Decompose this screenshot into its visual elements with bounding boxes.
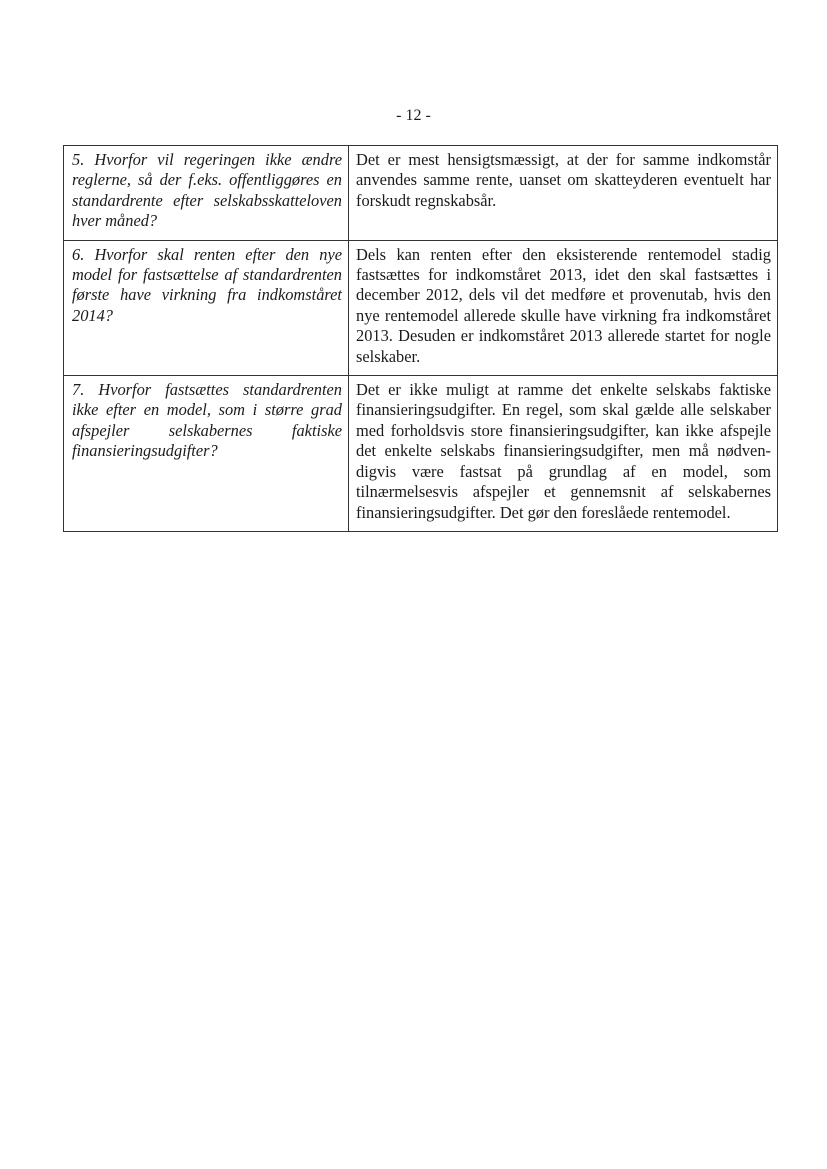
table-row <box>64 376 778 532</box>
table-row <box>64 146 778 241</box>
answer-cell <box>349 376 778 532</box>
question-number: 7. <box>72 380 85 400</box>
table-row <box>64 240 778 375</box>
answer-cell <box>349 240 778 375</box>
question-number: 6. <box>72 244 85 264</box>
qa-table <box>63 145 778 532</box>
question-cell <box>64 146 349 241</box>
answer-text: Dels kan renten efter den eksisterende rentemodel stadig fastsættes for indkomståret 2013, idet den skal fastsættes i december 2012, dels vil det medføre et provenutab, hvis den nye rentemodel allerede skulle have virkning fra indkomståret 2013. Desuden er indkomståret 2013 allerede startet for nogle selskaber. <box>356 244 771 366</box>
answer-cell <box>349 146 778 241</box>
question-cell <box>64 376 349 532</box>
question-text: Hvorfor fastsættes standardrenten ikke efter en model, som i større grad afspejler selskabernes faktiske finansieringsudgifter? <box>72 380 342 461</box>
question-number: 5. <box>72 150 85 169</box>
answer-text: Det er ikke muligt at ramme det enkelte selskabs faktiske finansieringsudgifter. En regel, som skal gælde alle selskaber med forholdsvis store finansieringsudgifter, kan ikke afspejle det enkelte selskabs finansieringsudgifter, men må nødvendigvis være fastsat på grundlag af en model, som tilnærmelsesvis afspejler et gennemsnit af selskabernes finansieringsudgifter. Det gør den foreslåede rentemodel. <box>356 380 771 522</box>
answer-text: Det er mest hensigtsmæssigt, at der for samme indkomstår anvendes samme rente, uanset om skatteyderen eventuelt har forskudt regnskabsår. <box>356 150 771 210</box>
question-text: Hvorfor skal renten efter den nye model for fastsættelse af standardrenten første have virkning fra indkomståret 2014? <box>72 244 342 325</box>
question-cell <box>64 240 349 375</box>
page-number: - 12 - <box>396 107 431 124</box>
question-text: Hvorfor vil regeringen ikke ændre reglerne, så der f.eks. offentliggøres en standardrente efter selskabsskatteloven hver måned? <box>72 150 342 231</box>
